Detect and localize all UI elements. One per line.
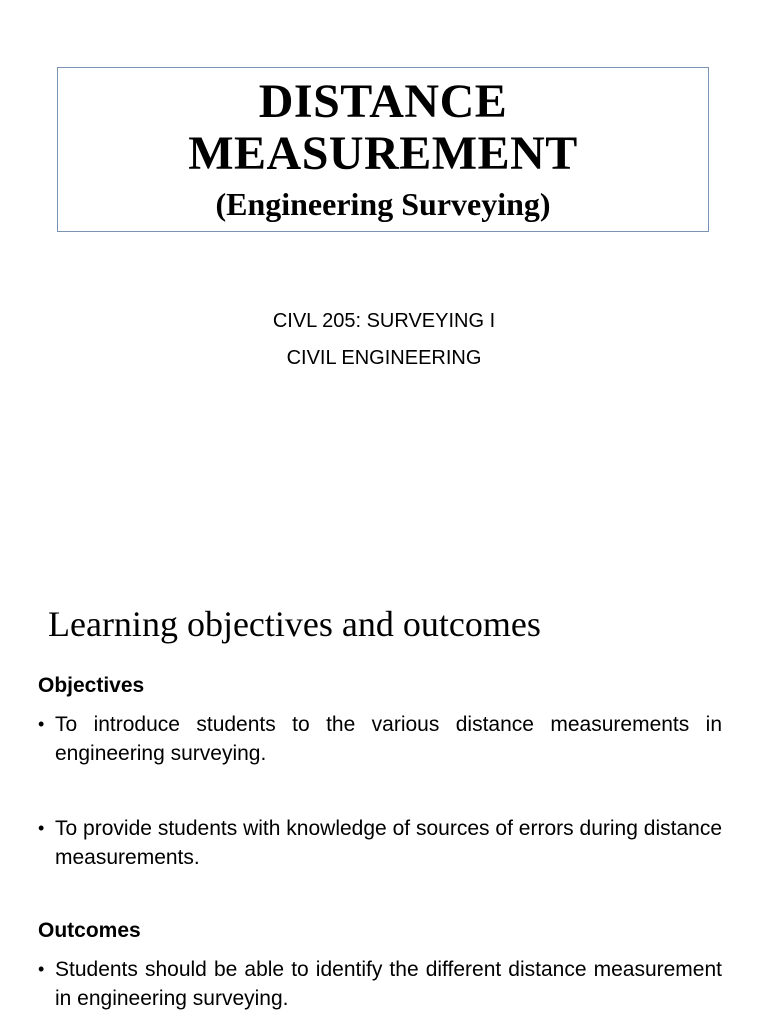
objective-text-1: To introduce students to the various distance measurements in engineering surveying.	[55, 713, 722, 765]
outcomes-heading: Outcomes	[38, 919, 141, 942]
section-heading: Learning objectives and outcomes	[48, 604, 541, 644]
course-code: CIVL 205: SURVEYING I	[272, 310, 496, 332]
subtitle: (Engineering Surveying)	[215, 186, 551, 222]
objective-item-2	[38, 814, 722, 872]
bullet-icon: •	[38, 818, 45, 838]
objectives-heading: Objectives	[38, 674, 145, 697]
title-line-2: MEASUREMENT	[188, 127, 578, 180]
title-line-1: DISTANCE	[258, 75, 508, 128]
department: CIVIL ENGINEERING	[286, 347, 482, 369]
bullet-icon: •	[38, 714, 45, 734]
outcome-text-1: Students should be able to identify the different distance measurement in engineering surveying.	[55, 958, 722, 1010]
objective-item-1	[38, 710, 722, 768]
objective-text-2: To provide students with knowledge of sources of errors during distance measurements.	[55, 817, 722, 869]
bullet-icon: •	[38, 959, 45, 979]
outcome-item-1	[38, 955, 722, 1013]
title-box	[57, 67, 709, 232]
